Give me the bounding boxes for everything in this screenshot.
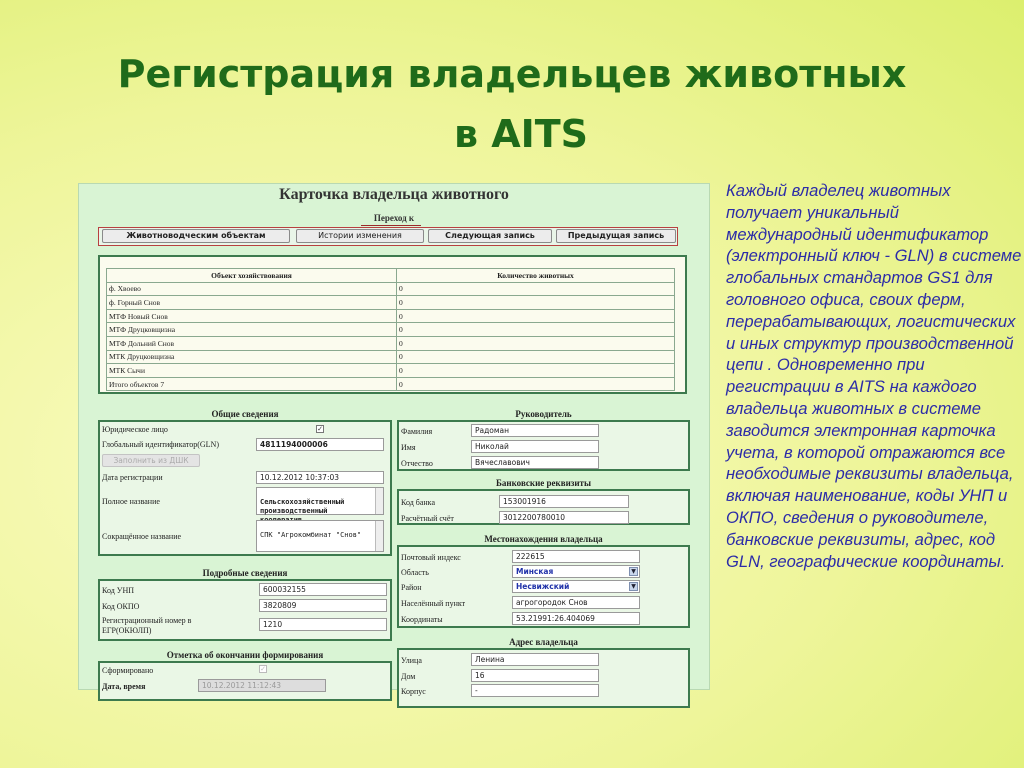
object-name: ф. Горный Снов [107, 296, 397, 310]
district-select-value: Несвижский [516, 582, 570, 591]
full-name-label: Полное название [102, 497, 160, 506]
object-count: 0 [397, 364, 675, 378]
okpo-input[interactable]: 3820809 [259, 599, 387, 612]
firstname-label: Имя [401, 443, 416, 452]
building-input[interactable]: - [471, 684, 599, 697]
house-label: Дом [401, 672, 416, 681]
lastname-input[interactable]: Радоман [471, 424, 599, 437]
object-name: МТК Друцковщизна [107, 350, 397, 364]
region-select-value: Минская [516, 567, 554, 576]
fill-from-registry-button[interactable]: Заполнить из ДШК [102, 454, 200, 467]
region-select[interactable] [512, 565, 640, 578]
location-section-title: Местонахождения владельца [484, 534, 603, 544]
gln-label: Глобальный идентификатор(GLN) [102, 440, 219, 449]
nav-objects-button[interactable]: Животноводческим объектам [102, 229, 290, 243]
formed-checkbox[interactable]: ✓ [260, 665, 266, 673]
coordinates-input[interactable]: 53.21991:26.404069 [512, 612, 640, 625]
objects-header-name: Объект хозяйствования [107, 269, 397, 283]
table-row[interactable] [107, 350, 675, 364]
table-row[interactable] [107, 309, 675, 323]
settlement-input[interactable]: агрогородок Снов [512, 596, 640, 609]
account-input[interactable]: 3012200780010 [499, 511, 629, 524]
table-row[interactable] [107, 336, 675, 350]
nav-history-button[interactable]: Истории изменения [296, 229, 424, 243]
object-name: МТК Сычи [107, 364, 397, 378]
legal-entity-label: Юридическое лицо [102, 425, 168, 434]
slide-title-line1: Регистрация владельцев животных [117, 52, 907, 96]
table-row[interactable] [107, 323, 675, 337]
chevron-down-icon[interactable]: ▼ [629, 567, 638, 576]
object-count: 0 [397, 282, 675, 296]
objects-table [106, 268, 675, 391]
short-name-scrollbar[interactable] [375, 521, 383, 551]
chevron-down-icon[interactable]: ▼ [629, 582, 638, 591]
bank-section-title: Банковские реквизиты [495, 478, 592, 488]
table-row[interactable] [107, 282, 675, 296]
lastname-label: Фамилия [401, 427, 433, 436]
nav-label: Переход к [373, 213, 415, 223]
unp-input[interactable]: 600032155 [259, 583, 387, 596]
datetime-input[interactable]: 10.12.2012 11:12:43 [198, 679, 326, 692]
object-name: МТФ Друцковщизна [107, 323, 397, 337]
nav-next-button[interactable]: Следующая запись [428, 229, 552, 243]
house-input[interactable]: 16 [471, 669, 599, 682]
slide-title-line2: в AITS [453, 112, 589, 156]
full-name-textarea[interactable] [256, 487, 384, 515]
table-row[interactable] [107, 364, 675, 378]
building-label: Корпус [401, 687, 426, 696]
completion-section-title: Отметка об окончании формирования [166, 650, 324, 660]
object-count: 0 [397, 350, 675, 364]
object-name: ф. Хвоево [107, 282, 397, 296]
patronymic-input[interactable]: Вячеславович [471, 456, 599, 469]
objects-total-count: 0 [397, 377, 675, 391]
district-select[interactable] [512, 580, 640, 593]
settlement-label: Населённый пункт [401, 599, 466, 608]
details-section-title: Подробные сведения [202, 568, 288, 578]
legal-entity-checkbox[interactable]: ✓ [317, 425, 323, 433]
street-label: Улица [401, 656, 422, 665]
patronymic-label: Отчество [401, 459, 433, 468]
object-count: 0 [397, 296, 675, 310]
okpo-label: Код ОКПО [102, 602, 140, 611]
formed-label: Сформировано [102, 666, 154, 675]
bank-code-label: Код банка [401, 498, 435, 507]
account-label: Расчётный счёт [401, 514, 454, 523]
object-count: 0 [397, 336, 675, 350]
unp-label: Код УНП [102, 586, 134, 595]
egr-input[interactable]: 1210 [259, 618, 387, 631]
slide-title [0, 44, 1024, 164]
slide-description: Каждый владелец животных получает уникальный международный идентификатор (электронный ключ - GLN) в системе глобальных стандартов GS1 для головного офиса, своих ферм, перерабатывающих, логистических и иных структур производственной цепи . Одновременно при регистрации в AITS на каждого владельца животных в системе заводится электронная карточка учета, в которой отражаются все необходимые реквизиты владельца, включая наименование, коды УНП и ОКПО, сведения о руководителе, банковские реквизиты, адрес, код GLN, географические координаты. [726, 181, 1022, 571]
coordinates-label: Координаты [401, 615, 443, 624]
bank-code-input[interactable]: 153001916 [499, 495, 629, 508]
street-input[interactable]: Ленина [471, 653, 599, 666]
reg-date-label: Дата регистрации [102, 473, 163, 482]
nav-underline [361, 225, 421, 226]
nav-prev-button[interactable]: Предыдущая запись [556, 229, 676, 243]
manager-section-title: Руководитель [515, 409, 572, 419]
postcode-label: Почтовый индекс [401, 553, 461, 562]
full-name-scrollbar[interactable] [375, 488, 383, 514]
objects-total-label: Итого объектов 7 [107, 377, 397, 391]
table-row[interactable] [107, 296, 675, 310]
full-name-text: Сельскохозяйственный производственный [260, 498, 345, 515]
short-name-label: Сокращённое название [102, 532, 182, 541]
reg-date-input[interactable]: 10.12.2012 10:37:03 [256, 471, 384, 484]
objects-fieldset [98, 255, 687, 394]
region-label: Область [401, 568, 429, 577]
object-name: МТФ Новый Снов [107, 309, 397, 323]
datetime-label: Дата, время [102, 682, 146, 691]
general-section-title: Общие сведения [211, 409, 279, 419]
card-title: Карточка владельца животного [279, 186, 509, 203]
firstname-input[interactable]: Николай [471, 440, 599, 453]
table-row [107, 377, 675, 391]
gln-input[interactable]: 4811194000006 [256, 438, 384, 451]
address-section-title: Адрес владельца [509, 637, 578, 647]
object-count: 0 [397, 323, 675, 337]
district-label: Район [401, 583, 422, 592]
short-name-text: СПК "Агрокомбинат "Снов" [260, 531, 362, 539]
object-name: МТФ Дольний Снов [107, 336, 397, 350]
short-name-textarea[interactable] [256, 520, 384, 552]
egr-label: Регистрационный номер в ЕГР(ОКЮЛП) [102, 616, 192, 635]
owner-card-screenshot [78, 183, 710, 696]
object-count: 0 [397, 309, 675, 323]
objects-header-count: Количество животных [397, 269, 675, 283]
postcode-input[interactable]: 222615 [512, 550, 640, 563]
